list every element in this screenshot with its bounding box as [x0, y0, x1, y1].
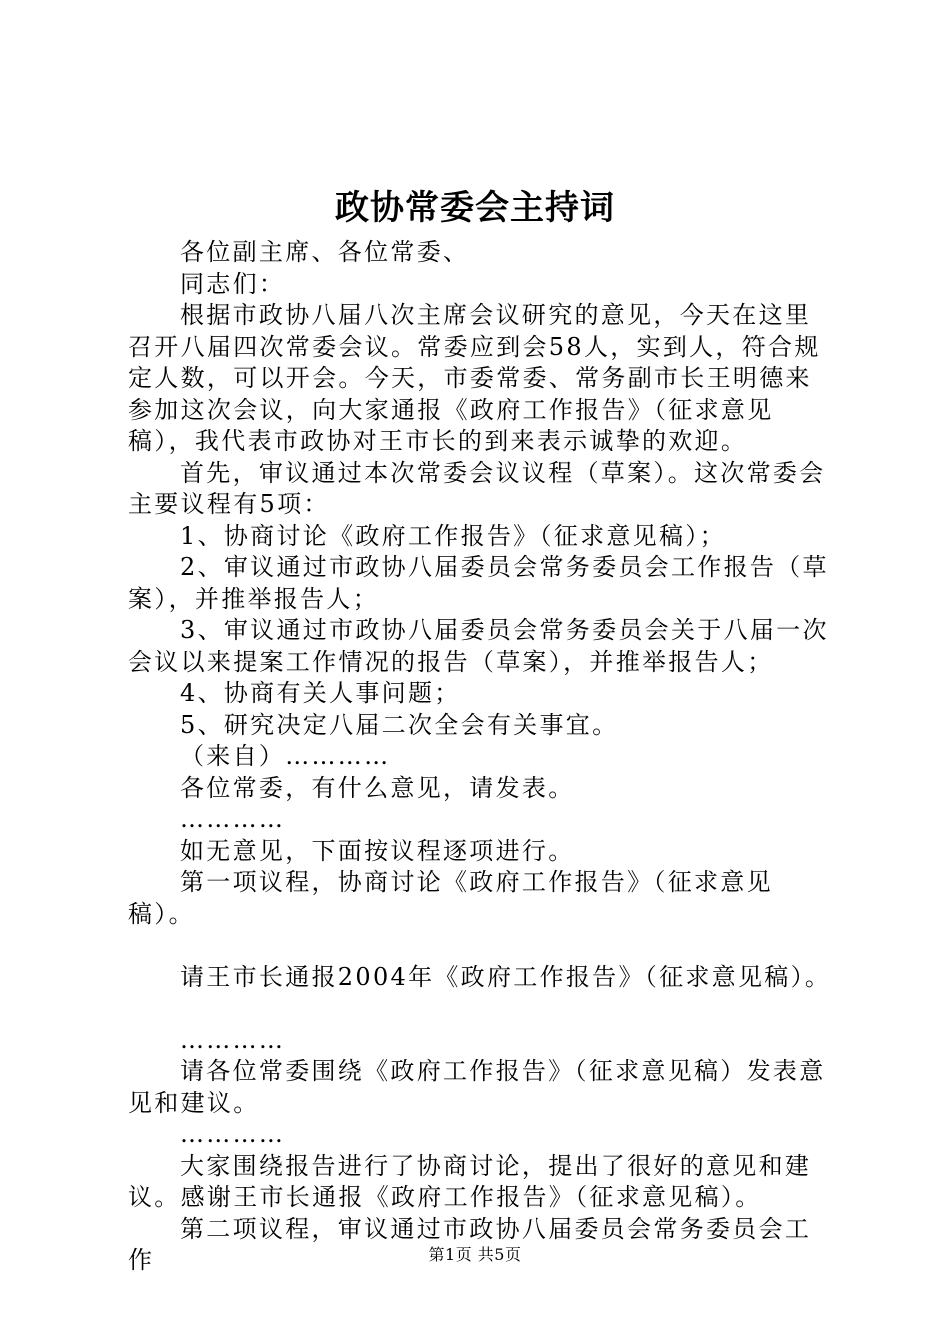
paragraph-thanks: 大家围绕报告进行了协商讨论，提出了很好的意见和建议。感谢王市长通报《政府工作报告》（征求意见稿）。	[128, 1151, 812, 1211]
agenda-item-4: 4、协商有关人事问题；	[180, 679, 461, 707]
paragraph-ellipsis-3: …………	[180, 1120, 286, 1148]
document-title: 政协常委会主持词	[335, 188, 615, 228]
paragraph-agenda-intro: 首先，审议通过本次常委会议议程（草案）。这次常委会主要议程有5项：	[128, 458, 826, 518]
agenda-item-5: 5、研究决定八届二次全会有关事宜。	[180, 710, 619, 739]
blank-line	[128, 993, 833, 1025]
paragraph-item-one: 第一项议程，协商讨论《政府工作报告》（征求意见稿）。	[128, 868, 773, 928]
document-body	[128, 237, 833, 1277]
paragraph-proceed: 如无意见，下面按议程逐项进行。	[180, 836, 575, 865]
paragraph-salutation-2: 同志们：	[180, 269, 286, 298]
paragraph-ellipsis-2: …………	[180, 1025, 286, 1054]
page-footer: 第1页 共5页	[428, 1245, 522, 1264]
paragraph-source: （来自）…………	[180, 742, 391, 770]
agenda-item-1: 1、协商讨论《政府工作报告》（征求意见稿）；	[180, 521, 726, 550]
paragraph-ellipsis-1: …………	[180, 805, 286, 833]
paragraph-opening: 根据市政协八届八次主席会议研究的意见，今天在这里召开八届四次常委会议。常委应到会58人，实到人，符合规定人数，可以开会。今天，市委常委、常务副市长王明德来参加这次会议，向大家通报《政府工作报告》（征求意见稿），我代表市政协对王市长的到来表示诚挚的欢迎。	[128, 301, 821, 455]
paragraph-discussion-request: 请各位常委围绕《政府工作报告》（征求意见稿）发表意见和建议。	[128, 1057, 826, 1117]
paragraph-item-two: 第二项议程，审议通过市政协八届委员会常务委员会工作	[128, 1214, 812, 1274]
blank-line	[128, 930, 833, 962]
paragraph-salutation-1: 各位副主席、各位常委、	[180, 238, 470, 266]
paragraph-mayor-report: 请王市长通报2004年《政府工作报告》（征求意见稿）。	[180, 962, 832, 991]
agenda-item-2: 2、审议通过市政协八届委员会常务委员会工作报告（草案），并推举报告人；	[128, 553, 829, 613]
paragraph-invite-comments: 各位常委，有什么意见，请发表。	[180, 773, 575, 802]
agenda-item-3: 3、审议通过市政协八届委员会常务委员会关于八届一次会议以来提案工作情况的报告（草案），并推举报告人；	[128, 616, 829, 676]
